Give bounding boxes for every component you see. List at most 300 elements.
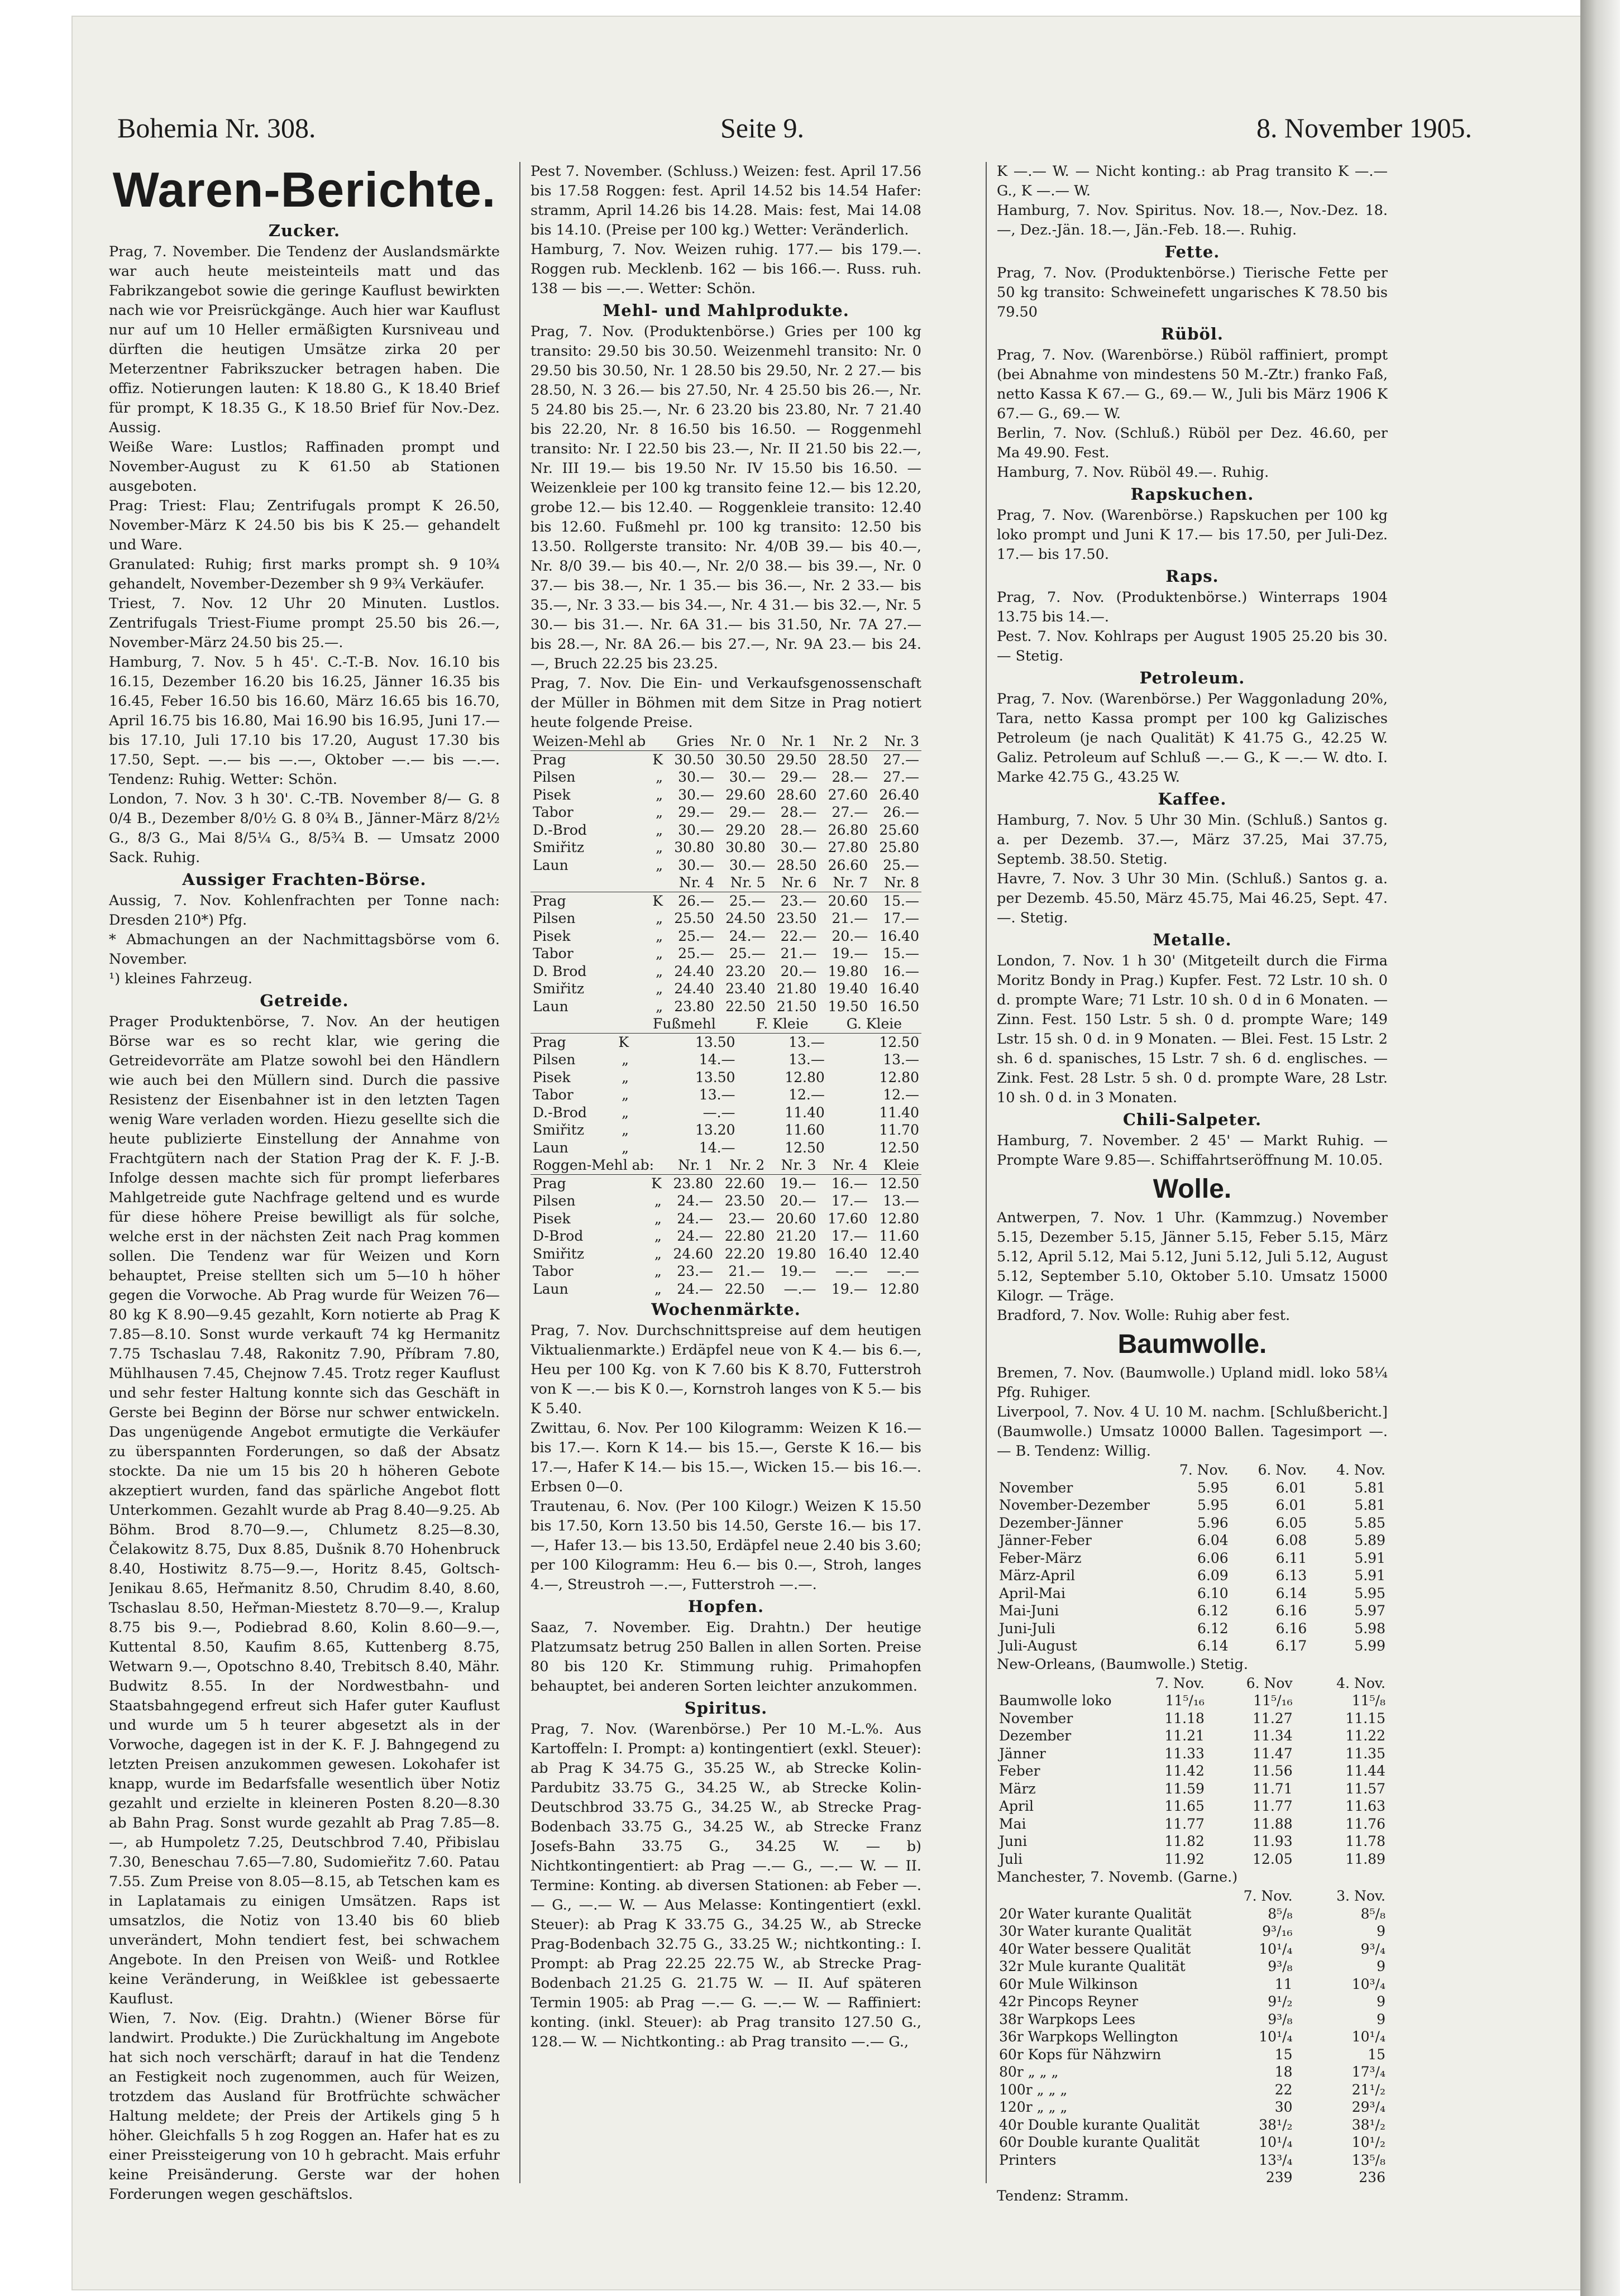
paragraph: * Abmachungen an der Nachmittagsbörse vom 6. November. [109,931,500,968]
table-cell: K [652,751,663,768]
table-cell: „ [656,786,663,803]
table-row [531,1245,921,1263]
table-header-row: 7. Nov. 6. Nov. 4. Nov. [1179,1462,1385,1478]
table-cell: 42r Pincops Reyner [999,1993,1139,2010]
table-cell: —.— [835,1263,868,1279]
table-row [531,786,921,804]
table-row [531,1121,921,1139]
table-row [997,1567,1388,1585]
table-cell: 9³/₈ [1268,2011,1293,2027]
table-cell: 6.05 [1275,1514,1307,1531]
table-row [997,1905,1388,1923]
table-cell: 12.05 [1253,1850,1293,1867]
table-cell: 40r Double kurante Qualität [999,2116,1200,2133]
table-cell: 28.60 [776,786,817,803]
table-cell: 80r „ „ „ [999,2064,1059,2080]
table-cell: 21.— [780,945,817,962]
table-cell: 21.50 [776,998,817,1015]
page-edge-shadow [1580,0,1620,2296]
table-cell: „ [622,1051,629,1068]
table-cell: 20.60 [828,892,868,909]
table-cell: 9 [1377,2011,1385,2027]
table-cell: 30.50 [674,751,714,768]
table-cell: 23.50 [776,910,817,926]
table-cell: 10¹/₄ [1351,2029,1385,2045]
table-row [531,1227,921,1245]
paragraph: Antwerpen, 7. Nov. 1 Uhr. (Kammzug.) November 5.15, Dezember 5.15, Jänner 5.15, Feber 5.15, März 5.12, April 5.12, Mai 5.12, Juni 5.12, Juli 5.12, August 5.12, September 5.10, Oktober 5.10. Umsatz 15000 Kilogr. — Träge. [997,1209,1388,1304]
table-cell: 24.40 [674,980,714,997]
table-header-row: 7. Nov. 3. Nov. [1243,1888,1385,1904]
table-cell: 15.— [883,892,919,909]
table-cell: 9³/₄ [1360,1940,1385,1957]
table-cell: „ [656,839,663,855]
paragraph: K —.— W. — Nicht konting.: ab Prag transito K —.— G., K —.— W. [997,163,1388,199]
table-row [531,1280,921,1298]
table-cell: 29.— [729,804,766,820]
table-cell: 6.14 [1275,1585,1307,1601]
table-cell: 13.50 [695,1069,735,1085]
table-cell: 16.40 [828,1245,868,1262]
table-cell: 5.91 [1354,1549,1385,1566]
table-cell: 17³/₄ [1351,2064,1385,2080]
table-cell: Tabor [533,1087,574,1103]
table-cell: 23.— [728,1210,765,1227]
table-cell: 28.— [780,804,817,820]
table-cell: 25.— [729,892,766,909]
table-cell: März [999,1780,1036,1797]
table-cell: 30.— [678,857,714,873]
table-cell: 11.77 [1253,1798,1293,1814]
table-cell: Pilsen [533,1051,576,1068]
table-row [997,2151,1388,2169]
paragraph: Aussig, 7. Nov. Kohlenfrachten per Tonne nach: Dresden 210*) Pfg. [109,892,500,929]
table-cell: November [999,1710,1073,1726]
table-cell: 24.— [677,1210,714,1227]
table-cell: 17.— [883,910,919,926]
table-cell: Pilsen [533,769,576,785]
table-row [997,2028,1388,2046]
table-cell: Laun [533,998,568,1015]
paragraph: Hamburg, 7. Nov. Rüböl 49.—. Ruhig. [997,464,1269,481]
table-cell: 11.77 [1164,1815,1205,1832]
heading-metalle: Metalle. [1153,930,1232,949]
table-cell: „ [656,963,663,979]
table-cell: 13.— [789,1034,825,1050]
table-cell: 5.95 [1197,1497,1229,1513]
table-cell: 16.40 [879,927,919,944]
column-rule-1 [519,162,520,2183]
paragraph: Hamburg, 7. Nov. Weizen ruhig. 177.— bis 179.—. Roggen rub. Mecklenb. 162 — bis 166.—. Russ. ruh. 138 — bis —.—. Wetter: Schön. [531,241,921,297]
table-cell: D.-Brod [533,1104,587,1121]
table-cell: „ [654,1193,662,1209]
table-cell: 5.81 [1354,1497,1385,1513]
table-cell: 17.— [831,1228,868,1244]
table-cell [997,2169,1202,2187]
table-cell: 9 [1377,1923,1385,1939]
column-1 [109,162,500,2228]
paragraph: Prag, 7. Nov. (Warenbörse.) Rüböl raffiniert, prompt (bei Abnahme von mindestens 50 M.-Ztr.) franko Faß, netto Kassa K 67.— G., 69.— W., Juli bis März 1906 K 67.— G., 69.— W. [997,347,1388,422]
table-cell: 6.16 [1275,1603,1307,1619]
table-row [531,1174,921,1192]
paragraph: Granulated: Ruhig; first marks prompt sh. 9 10¾ gehandelt, November-Dezember sh 9 9¾ Verkäufer. [109,556,500,592]
table-row [997,2098,1388,2116]
table-cell: 6.11 [1275,1549,1307,1566]
table-cell: Mai [999,1815,1026,1832]
heading-petroleum: Petroleum. [1139,668,1245,687]
paragraph: Berlin, 7. Nov. (Schluß.) Rüböl per Dez. 46.60, per Ma 49.90. Fest. [997,425,1388,461]
table-cell: 13⁵/₈ [1351,2151,1385,2168]
table-cell: „ [656,980,663,997]
column-3 [997,162,1388,2228]
table-cell: 30 [1274,2099,1293,2115]
paragraph: Wien, 7. Nov. (Eig. Drahtn.) (Wiener Börse für landwirt. Produkte.) Die Zurückhaltung im Angebote hat sich noch verschärft; darauf in hat die Tendenz an Festigkeit noch zugenommen, auch für Weizen, trotzdem das Ausland für Brotfrüchte schwächer Haltung meldete; der Preis der Artikels ging 5 h höher. Gleichfalls 5 h zog Roggen an. Hafer hat es zu einer Preissteigerung von 10 h gebracht. Mais erfuhr keine Preisänderung. Gerste war der hohen Forderungen wegen geschäftslos. [109,2010,500,2203]
paragraph: Prag, 7. Nov. (Warenbörse.) Per Waggonladung 20%, Tara, netto Kassa prompt per 100 kg Galizisches Petroleum (je nach Qualität) K 41.75 G., 42.25 W. Galiz. Petroleum auf Schluß —.— G., K —.— W. dto. I. Marke 42.75 G., 43.25 W. [997,691,1388,786]
paragraph: ¹) kleines Fahrzeug. [109,970,252,987]
header-right: 8. November 1905. [1256,112,1473,144]
table-cell: 29.60 [725,786,766,803]
paragraph: Pest 7. November. (Schluss.) Weizen: fest. April 17.56 bis 17.58 Roggen: fest. April 14.52 bis 14.54 Hafer: stramm, April 14.26 bis 14.28. Mais: fest, Mai 14.08 bis 14.10. (Preise per 100 kg.) Wetter: Veränderlich. [531,163,921,238]
table-cell: 32r Mule kurante Qualität [999,1958,1186,1974]
table-row [997,1833,1388,1850]
table-cell: 6.06 [1197,1549,1229,1566]
table-row [997,1514,1388,1532]
table-row [997,1958,1388,1975]
table-cell: 11.40 [879,1104,919,1121]
table-cell: Feber-März [999,1549,1082,1566]
table-cell: D-Brod [533,1228,584,1244]
table-cell: „ [656,769,663,785]
table-cell: 23.40 [725,980,766,997]
table-cell: „ [654,1228,662,1244]
table-cell: 14.— [699,1139,735,1156]
table-row [997,1710,1388,1728]
table-cell: 11.63 [1345,1798,1385,1814]
table-cell: Printers [999,2151,1057,2168]
table-cell: November-Dezember [999,1497,1150,1513]
table-cell: 11.60 [879,1228,919,1244]
heading-chili: Chili-Salpeter. [1122,1110,1262,1129]
table-header-row: 7. Nov. 6. Nov 4. Nov. [1155,1675,1385,1691]
table-row [531,1051,921,1069]
table-cell: 11.18 [1164,1710,1205,1726]
table-cell: Pisek [533,786,571,803]
table-cell: 19.80 [776,1245,816,1262]
table-cell: 12.50 [879,1175,919,1192]
table-cell: 23.— [780,892,817,909]
paragraph: Prag, 7. Nov. (Warenbörse.) Per 10 M.-L.%. Aus Kartoffeln: I. Prompt: a) kontingentiert (exkl. Steuer): ab Prag K 34.75 G., 35.25 W., ab Strecke Kolin-Pardubitz 33.75 G., 34.25 W., ab Strecke Kolin-Deutschbrod 33.75 G., 34.25 W., ab Strecke Prag-Bodenbach 33.75 G., 34.25 W., ab Strecke Franz Josefs-Bahn 33.75 G., 34.25 W. — b) Nichtkontingentiert: ab Prag —.— G., —.— W. — II. Termine: Konting. ab diversen Stationen: ab Feber —.— G., —.— W. — Aus Melasse: Kontingentiert (exkl. Steuer): ab Prag K 33.75 G., 34.25 W., ab Strecke Prag-Bodenbach 32.75 G., 33.25 W.; nichtkonting.: I. Prompt: ab Prag 22.25 22.75 W., ab Strecke Prag-Bodenbach 21.25 G. 21.75 W. — II. Auf späteren Termin 1905: ab Prag —.— G. —.— W. — Raffiniert: konting. (inkl. Steuer): ab Prag transito 127.50 G., 128.— W. — Nichtkonting.: ab Prag transito —.— G., [531,1721,921,2050]
table-cell: 29.— [780,769,817,785]
paragraph: Weiße Ware: Lustlos; Raffinaden prompt und November-August zu K 61.50 ab Stationen ausgeboten. [109,439,500,495]
table-cell: 11.92 [1164,1850,1205,1867]
table-cell: 27.— [883,751,919,768]
table-cell: 13.— [883,1193,919,1209]
table-cell: 28.— [780,821,817,838]
table-cell: 11.33 [1164,1745,1205,1762]
table-cell: 24.40 [674,963,714,979]
table-cell: Dezember [999,1728,1072,1744]
table-cell: K [618,1034,629,1050]
table-cell: 30.— [678,786,714,803]
table-row [997,1496,1388,1514]
table-cell: 17.60 [828,1210,868,1227]
column-2 [531,162,921,2228]
table-cell: 11.27 [1253,1710,1293,1726]
table-cell: K [651,1175,662,1192]
table-row [531,927,921,945]
table-cell: Dezember-Jänner [999,1514,1123,1531]
table-cell: 10¹/₂ [1351,2134,1385,2150]
table-cell: „ [622,1104,629,1121]
table-cell: 8⁵/₈ [1268,1905,1293,1922]
table-cell: 23.80 [674,998,714,1015]
header-left: Bohemia Nr. 308. [117,112,316,144]
table-cell: 11.35 [1345,1745,1385,1762]
table-row [531,821,921,839]
table-cell: Jänner-Feber [999,1532,1092,1548]
table-cell: 10¹/₄ [1259,1940,1293,1957]
table-header-row: Weizen-Mehl ab Gries Nr. 0 Nr. 1 Nr. 2 Nr. 3 [531,733,921,750]
table-cell: 25.80 [879,839,919,855]
table-cell: 11.65 [1164,1798,1205,1814]
table-row [997,1797,1388,1815]
table-cell: 15.— [883,945,919,962]
new-orleans-table [997,1675,1388,1868]
table-cell: 12.— [883,1087,919,1103]
paragraph: London, 7. Nov. 3 h 30'. C.-TB. November 8/— G. 8 0/4 B., Dezember 8/0½ G. 8 0¾ B., Jänner-März 8/2½ G., 8/3 G., Mai 8/5¼ G., 8/5¾ B. — Umsatz 2000 Sack. Ruhig. [109,791,500,866]
table-cell: 15 [1368,2046,1385,2063]
table-cell: Pilsen [533,1193,576,1209]
table-cell: 5.95 [1354,1585,1385,1601]
table-cell: 12.80 [879,1280,919,1297]
table-cell: 6.09 [1197,1567,1229,1584]
table-cell: 20.60 [776,1210,816,1227]
table-cell: 18 [1274,2064,1293,2080]
table-cell: 27.— [883,769,919,785]
table-row [997,1922,1388,1940]
table-cell: „ [654,1245,662,1262]
table-cell: 6.14 [1197,1638,1229,1654]
table-cell: 11.40 [785,1104,825,1121]
paragraph: New-Orleans, (Baumwolle.) Stetig. [997,1656,1248,1673]
table-cell: März-April [999,1567,1076,1584]
table-cell: Pisek [533,1210,571,1227]
table-row [531,1139,921,1157]
table-row [997,2063,1388,2081]
table-cell: 23.80 [673,1175,714,1192]
table-row [531,910,921,927]
table-cell: 27.— [831,804,868,820]
table-cell: 12.80 [879,1069,919,1085]
table-cell: 21.20 [776,1228,816,1244]
manchester-table [997,1887,1388,2187]
table-cell: 19.— [780,1175,816,1192]
table-cell: „ [622,1087,629,1103]
table-cell: 22.50 [725,998,766,1015]
table-row [997,1727,1388,1745]
table-cell: 16.40 [879,980,919,997]
paragraph: Havre, 7. Nov. 3 Uhr 30 Min. (Schluß.) Santos g. a. per Dezemb. 45.50, März 45.75, Mai 46.25, Sept. 47.—. Stetig. [997,870,1388,926]
paragraph: Hamburg, 7. November. 2 45' — Markt Ruhig. — Prompte Ware 9.85—. Schiffahrtseröffnung M. 10.05. [997,1132,1388,1169]
table-cell: 5.91 [1354,1567,1385,1584]
paragraph: Prag, 7. Nov. (Produktenbörse.) Tierische Fette per 50 kg transito: Schweinefett ungarisches K 78.50 bis 79.50 [997,265,1388,321]
table-cell: 8⁵/₈ [1360,1905,1385,1922]
paragraph: Bremen, 7. Nov. (Baumwolle.) Upland midl. loko 58¼ Pfg. Ruhiger. [997,1365,1388,1401]
table-cell: Juli-August [999,1638,1077,1654]
table-cell: 24.— [677,1280,714,1297]
table-cell: 19.50 [828,998,868,1015]
table-cell: „ [656,945,663,962]
table-cell: Juli [999,1850,1023,1867]
table-cell: 25.— [678,945,714,962]
table-cell: 21.— [728,1263,765,1279]
table-cell: 29³/₄ [1351,2099,1385,2115]
paragraph: Hamburg, 7. Nov. 5 Uhr 30 Min. (Schluß.) Santos g. a. per Dezemb. 37.—, März 37.25, Mai 37.75, Septemb. 38.50. Stetig. [997,812,1388,868]
weizen-table [531,733,921,1015]
page-header [117,112,1473,156]
table-cell: 11.21 [1164,1728,1205,1744]
table-cell: 9³/₈ [1268,1958,1293,1974]
table-cell: Smiřitz [533,1245,584,1262]
table-cell: Laun [533,857,568,873]
table-cell: 11.15 [1345,1710,1385,1726]
fussmehl-table [531,1015,921,1156]
table-cell: 29.20 [725,821,766,838]
table-cell: „ [656,927,663,944]
table-header-row: Roggen-Mehl ab: Nr. 1 Nr. 2 Nr. 3 Nr. 4 Kleie [531,1156,921,1174]
table-cell: 11.59 [1164,1780,1205,1797]
table-row [531,998,921,1016]
paragraph: Triest, 7. Nov. 12 Uhr 20 Minuten. Lustlos. Zentrifugals Triest-Fiume prompt 25.50 bis 26.—, November-März 24.50 bis 25.—. [109,595,500,651]
table-row [997,2134,1388,2151]
table-cell: Feber [999,1763,1040,1779]
table-cell: 13.— [789,1051,825,1068]
table-cell: 36r Warpkops Wellington [999,2029,1178,2045]
table-cell: 26.— [678,892,714,909]
table-row [997,1940,1388,1958]
table-cell: 11.22 [1345,1728,1385,1744]
paragraph: Pest. 7. Nov. Kohlraps per August 1905 25.20 bis 30.— Stetig. [997,628,1388,664]
table-row [997,1993,1388,2011]
table-row [531,1262,921,1280]
table-cell: 11.47 [1253,1745,1293,1762]
table-cell: 11.34 [1253,1728,1293,1744]
table-cell: 38¹/₂ [1259,2116,1293,2133]
table-row [997,2011,1388,2029]
table-row [997,1745,1388,1763]
table-cell: 20.— [831,927,868,944]
table-cell: 11⁵/₈ [1351,1692,1385,1709]
table-cell: 24.50 [725,910,766,926]
table-cell: Pisek [533,927,571,944]
table-row [997,1850,1388,1868]
table-cell: „ [656,821,663,838]
paragraph: Prager Produktenbörse, 7. Nov. An der heutigen Börse war es so recht klar, wie gering die Getreidevorräte am Platze sowohl bei den Händlern wie auch bei den Müllern sind. Durch die passive Resistenz der Eisenbahner ist in den letzten Tagen wenig Ware verladen worden. Hiezu gesellte sich die heute publizierte Einstellung der Annahme von Frachtgütern nach der Station Prag der K. F. J.-B. Infolge dessen machte sich für prompt lieferbares Mahlgetreide gute Nachfrage geltend und es wurde für diese höhere Preise bewilligt als für solche, welche erst in der nächsten Zeit nach Prag kommen sollen. Die Tendenz war für Weizen und Korn behauptet, Preise stellten sich um 5—10 h höher gegen die Vorwoche. Ab Prag wurde für Weizen 76—80 kg K 8.90—9.45 gezahlt, Korn notierte ab Prag K 7.85—8.10. Sonst wurde verkauft 74 kg Hermanitz 7.75 Tschaslau 7.48, Rakonitz 7.90, Příbram 7.80, Mühlhausen 7.45, Chejnow 7.45. Trotz reger Kauflust und sehr fester Haltung konnte sich das Geschäft in Gerste bei Beginn der Börse nur schwer entwickeln. Das ungenügende Angebot ermutigte die Verkäufer zu überspannten Forderungen, so daß der Absatz stockte. Da nie um 15 bis 20 h höheren Gebote akzeptiert wurden, fand das spärliche Angebot flott Unterkommen. Gezahlt wurde ab Prag 8.40—9.25. Ab Böhm. Brod 8.70—9.—, Chlumetz 8.25—8.30, Čelakowitz 8.75, Dux 8.85, Dušnik 8.70 Hohenbruck 8.40, Hostiwitz 8.75—9.—, Horitz 8.45, Goltsch-Jenikau 8.65, Heřmanitz 8.50, Chrudim 8.40, 8.60, Tschaslau 8.50, Heřman-Miestetz 8.70—9.—, Kralup 8.75 bis 9.—, Podiebrad 8.60, Kolin 8.60—9.—, Kuttental 8.50, Kaufim 8.65, Kuttenberg 8.75, Wetwarn 9.—, Opotschno 8.40, Trebitsch 8.40, Mähr. Budwitz 8.55. In der Nordwestbahn- und Staatsbahngegend erfreut sich Hafer guter Kauflust und wurde um 5 h teurer abgesetzt als in der Vorwoche, dagegen ist in der K. F. J. Bahngegend zu letzten Preisen anzukommen gewesen. Lokohafer ist knapp, wurde im Bedarfsfalle wesentlich über Notiz gezahlt und erzielte in kleineren Posten 8.20—8.30 ab Bahn Prag. Sonst wurde gezahlt ab Prag 7.85—8.—, ab Humpoletz 7.25, Deutschbrod 7.40, Přibislau 7.30, Beneschau 7.65—7.80, Sudomieřitz 7.60. Patau 7.55. Zum Preise von 8.05—8.15, ab Tetschen kam es in Laplatamais zu einigen Umsätzen. Raps ist umsatzlos, die Notiz von 13.40 bis 60 blieb unverändert, Mohn tendiert fest, bei schwachem Angebote. In den Preisen von Weiß- und Rotklee keine Veränderung, in Weißklee ist gebessaerte Kauflust. [109,1013,500,2007]
table-row [997,1585,1388,1603]
heading-getreide: Getreide. [260,991,349,1010]
table-cell: 30.— [780,839,817,855]
table-row [531,768,921,786]
table-cell: 11⁵/₁₆ [1165,1692,1205,1709]
table-row [531,1104,921,1122]
table-cell: 17.— [831,1193,868,1209]
table-cell: 11.44 [1345,1763,1385,1779]
table-cell: „ [622,1069,629,1085]
table-row [997,2046,1388,2064]
table-cell: 5.97 [1354,1603,1385,1619]
table-cell: 11 [1274,1975,1293,1992]
table-cell: Mai-Juni [999,1603,1059,1619]
table-cell: 5.98 [1354,1620,1385,1637]
table-cell: 11.82 [1164,1833,1205,1849]
table-cell: 38r Warpkops Lees [999,2011,1136,2027]
table-cell: 6.10 [1197,1585,1229,1601]
table-cell: 22.20 [724,1245,765,1262]
table-cell: 30.— [729,857,766,873]
paragraph: Zwittau, 6. Nov. Per 100 Kilogramm: Weizen K 16.— bis 17.—. Korn K 14.— bis 15.—, Gerste K 16.— bis 17.—, Hafer K 14.— bis 15.—, Wicken 15.— bis 16.—. Erbsen 0—0. [531,1420,921,1495]
roggen-table [531,1156,921,1298]
table-cell: 26.— [883,804,919,820]
table-cell: 11.42 [1164,1763,1205,1779]
table-row [997,1815,1388,1833]
heading-raps: Raps. [1165,567,1219,586]
table-cell: 20r Water kurante Qualität [999,1905,1192,1922]
table-cell: 30.80 [725,839,766,855]
table-row [531,963,921,980]
table-cell: 60r Double kurante Qualität [999,2134,1200,2150]
table-cell: 11.70 [879,1122,919,1138]
section-title: Waren-Berichte. [112,162,496,217]
table-cell: 236 [1359,2169,1385,2185]
table-row [997,2081,1388,2099]
table-header-row: Nr. 4 Nr. 5 Nr. 6 Nr. 7 Nr. 8 [531,874,921,892]
table-cell: 10³/₄ [1351,1975,1385,1992]
table-cell: November [999,1479,1073,1496]
table-cell: 29.50 [776,751,817,768]
paragraph: Manchester, 7. Novemb. (Garne.) [997,1869,1238,1886]
table-cell: 22.— [780,927,817,944]
table-cell: 5.89 [1354,1532,1385,1548]
heading-wochenmaerkte: Wochenmärkte. [651,1300,801,1319]
paragraph: Hamburg, 7. Nov. 5 h 45'. C.-T.-B. Nov. 16.10 bis 16.15, Dezember 16.20 bis 16.25, Jänner 16.35 bis 16.45, Feber 16.50 bis 16.60, März 16.65 bis 16.70, April 16.75 bis 16.80, Mai 16.90 bis 16.95, Juni 17.— bis 17.10, Juli 17.10 bis 17.20, August 17.30 bis 17.50, Sept. —.— bis —.—, Oktober —.— bis —.—. Tendenz: Ruhig. Wetter: Schön. [109,654,500,788]
table-row [997,1602,1388,1620]
table-row [531,803,921,821]
column-rule-2 [986,162,987,2183]
table-cell: 21¹/₂ [1351,2081,1385,2098]
heading-zucker: Zucker. [268,221,341,240]
paragraph: Prag, 7. November. Die Tendenz der Auslandsmärkte war auch heute meisteinteils matt und das Fabrikzangebot sowie die geringe Kauflust bewirkten nach wie vor Preisrückgänge. Auch hier war Kauflust nur auf um 10 Heller ermäßigten Kursniveau und dürften die heutigen Umsätze zirka 20 per Meterzentner Fabrikszucker betragen haben. Die offiz. Notierungen lauten: K 18.80 G., K 18.40 Brief für prompt, K 18.35 G., K 18.50 Brief für Nov.-Dez. Aussig. [109,243,500,436]
table-row [997,1637,1388,1655]
table-cell: 100r „ „ „ [999,2081,1068,2098]
table-cell: 11.88 [1253,1815,1293,1832]
table-cell: 9 [1377,1993,1385,2010]
heading-hopfen: Hopfen. [687,1597,764,1616]
paragraph: London, 7. Nov. 1 h 30' (Mitgeteilt durch die Firma Moritz Bondy in Prag.) Kupfer. Fest. 72 Lstr. 10 sh. 0 d. prompte Ware; 71 Lstr. 10 sh. 0 d in 6 Monaten. — Zinn. Fest. 150 Lstr. 5 sh. 0 d. prompte Ware; 149 Lstr. 15 sh. 0 d. in 9 Monaten. — Blei. Fest. 15 Lstr. 2 sh. 6 d. spanisches, 15 Lstr. 7 sh. 6 d. englisches. — Zink. Fest. 28 Lstr. 5 sh. 0 d. prompte Ware, 28 Lstr. 10 sh. 0 d. in 3 Monaten. [997,953,1388,1106]
table-cell: 11.71 [1253,1780,1293,1797]
paragraph: Bradford, 7. Nov. Wolle: Ruhig aber fest. [997,1307,1291,1324]
table-cell: 11.60 [785,1122,825,1138]
table-cell: 19.80 [828,963,868,979]
table-cell: 12.80 [785,1069,825,1085]
table-cell: 25.— [678,927,714,944]
table-cell: 25.50 [674,910,714,926]
table-cell: Pisek [533,1069,571,1085]
table-cell: Smiřitz [533,839,584,855]
table-row [531,750,921,768]
table-row [531,1086,921,1104]
table-row [997,1762,1388,1780]
paragraph: Tendenz: Stramm. [997,2187,1129,2204]
table-cell: 30.— [729,769,766,785]
